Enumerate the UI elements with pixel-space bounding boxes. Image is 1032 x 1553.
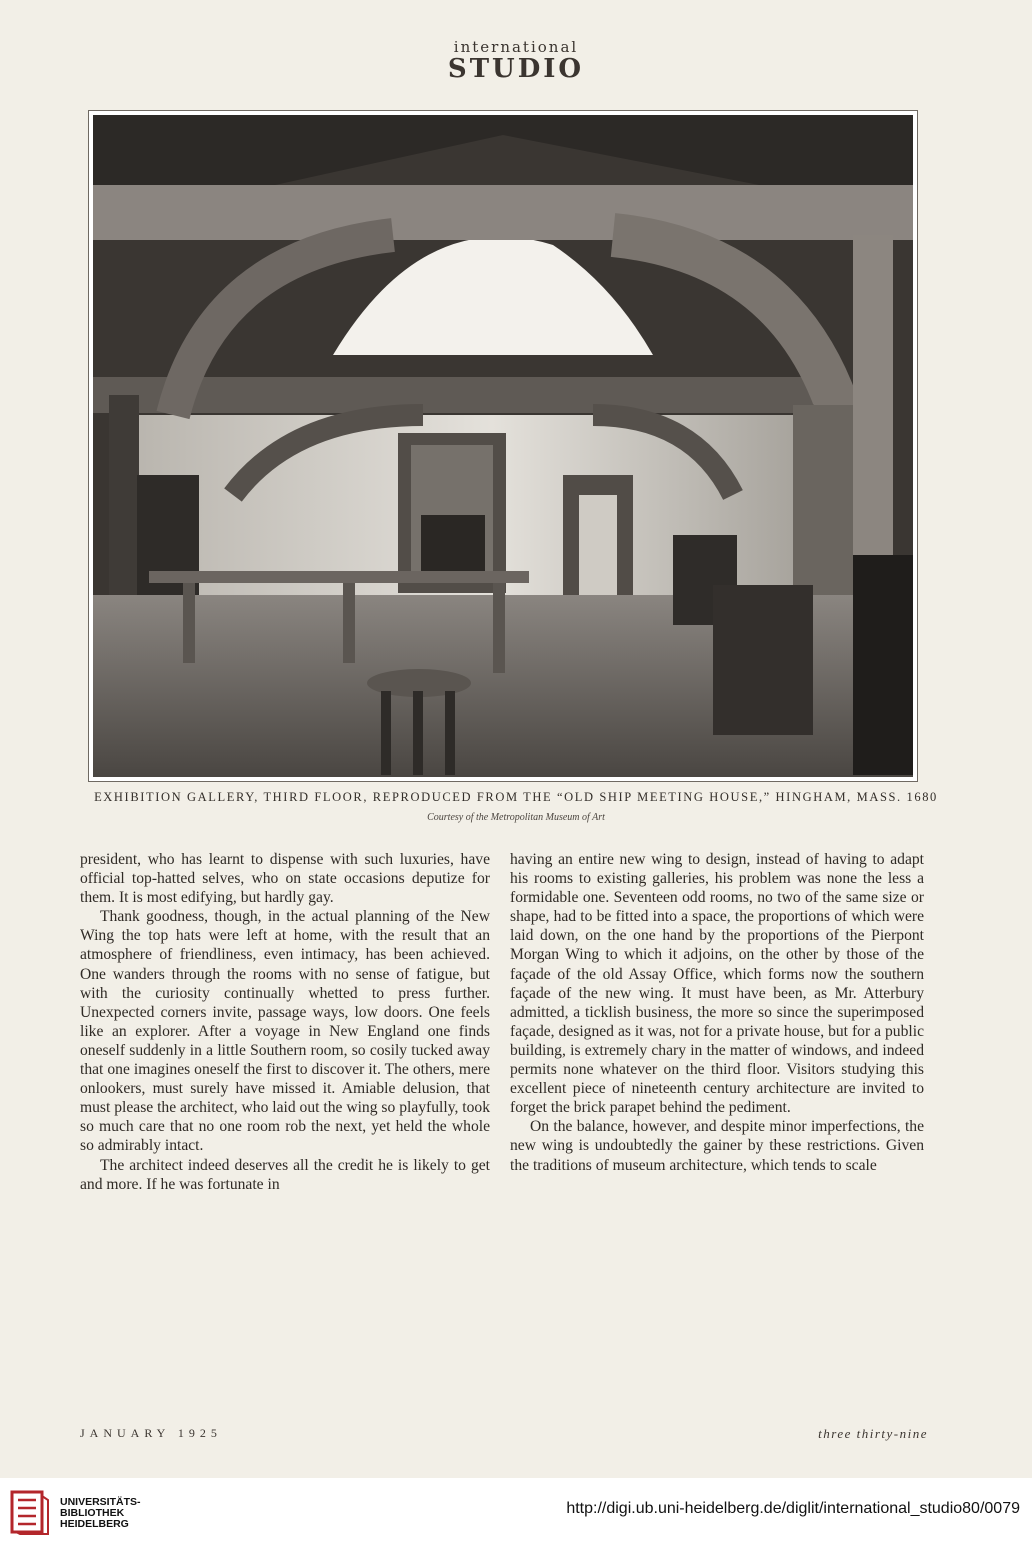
library-name-line: UNIVERSITÄTS- bbox=[60, 1496, 141, 1508]
photo-caption: EXHIBITION GALLERY, THIRD FLOOR, REPRODUCED FROM THE “OLD SHIP MEETING HOUSE,” HINGHAM, MASS. 1680 bbox=[94, 790, 938, 804]
paragraph: president, who has learnt to dispense with such luxuries, have official top-hatted selves, who on state occasions deputize for them. It is most edifying, but hardly gay. bbox=[80, 851, 490, 907]
page-number: three thirty-nine bbox=[818, 1426, 928, 1441]
text-column-left bbox=[80, 850, 490, 1194]
library-logo-icon bbox=[8, 1488, 52, 1538]
paragraph: The architect indeed deserves all the credit he is likely to get and more. If he was fortunate in bbox=[80, 1156, 490, 1193]
text-column-right bbox=[510, 850, 924, 1175]
issue-date: JANUARY 1925 bbox=[80, 1426, 222, 1440]
magazine-title-main: STUDIO bbox=[447, 54, 585, 84]
magazine-title-top: international bbox=[453, 38, 579, 56]
library-name-line: HEIDELBERG bbox=[60, 1518, 129, 1530]
paragraph: On the balance, however, and despite minor imperfections, the new wing is undoubtedly the gainer by these restrictions. Given the traditions of museum architecture, which tends to scale bbox=[510, 1118, 924, 1174]
paragraph: Thank goodness, though, in the actual planning of the New Wing the top hats were left at home, with the result that an atmosphere of friendliness, even intimacy, has been achieved. One wanders through the rooms with no sense of fatigue, but with the curiosity continually whetted to press further. Unexpected corners invite, passage ways, low doors. One feels like an explorer. After a voyage in New England one finds oneself suddenly in a little Southern room, so cosily tucked away that one imagines oneself the first to discover it. The others, mere onlookers, must surely have missed it. Amiable delusion, that must please the architect, who laid out the wing so playfully, took so much care that no one room rob the next, yet held the whole so admirably intact. bbox=[80, 908, 490, 1155]
photo-frame bbox=[88, 110, 918, 782]
photo-credit: Courtesy of the Metropolitan Museum of Art bbox=[427, 812, 605, 823]
source-url-link[interactable]: http://digi.ub.uni-heidelberg.de/diglit/international_studio80/0079 bbox=[566, 1500, 1020, 1517]
library-name-line: BIBLIOTHEK bbox=[60, 1507, 125, 1519]
library-name bbox=[60, 1497, 141, 1530]
paragraph: having an entire new wing to design, instead of having to adapt his rooms to existing galleries, his problem was none the less a formidable one. Seventeen odd rooms, no two of the same size or shape, had to be fitted into a space, the proportions of which were laid down, on the one hand by the proportions of the Pierpont Morgan Wing to which it adjoins, on the other by those of the façade of the old Assay Office, which forms now the southern façade of the new wing. It must have been, as Mr. Atterbury admitted, a ticklish business, the more so since the superimposed façade, designed as it was, not for a private house, but for a public building, is extremely chary in the matter of windows, and indeed permits none whatever on the third floor. Visitors studying this excellent piece of nineteenth century architecture are invited to forget the brick parapet behind the pediment. bbox=[510, 851, 924, 1117]
gallery-photo bbox=[93, 115, 913, 777]
